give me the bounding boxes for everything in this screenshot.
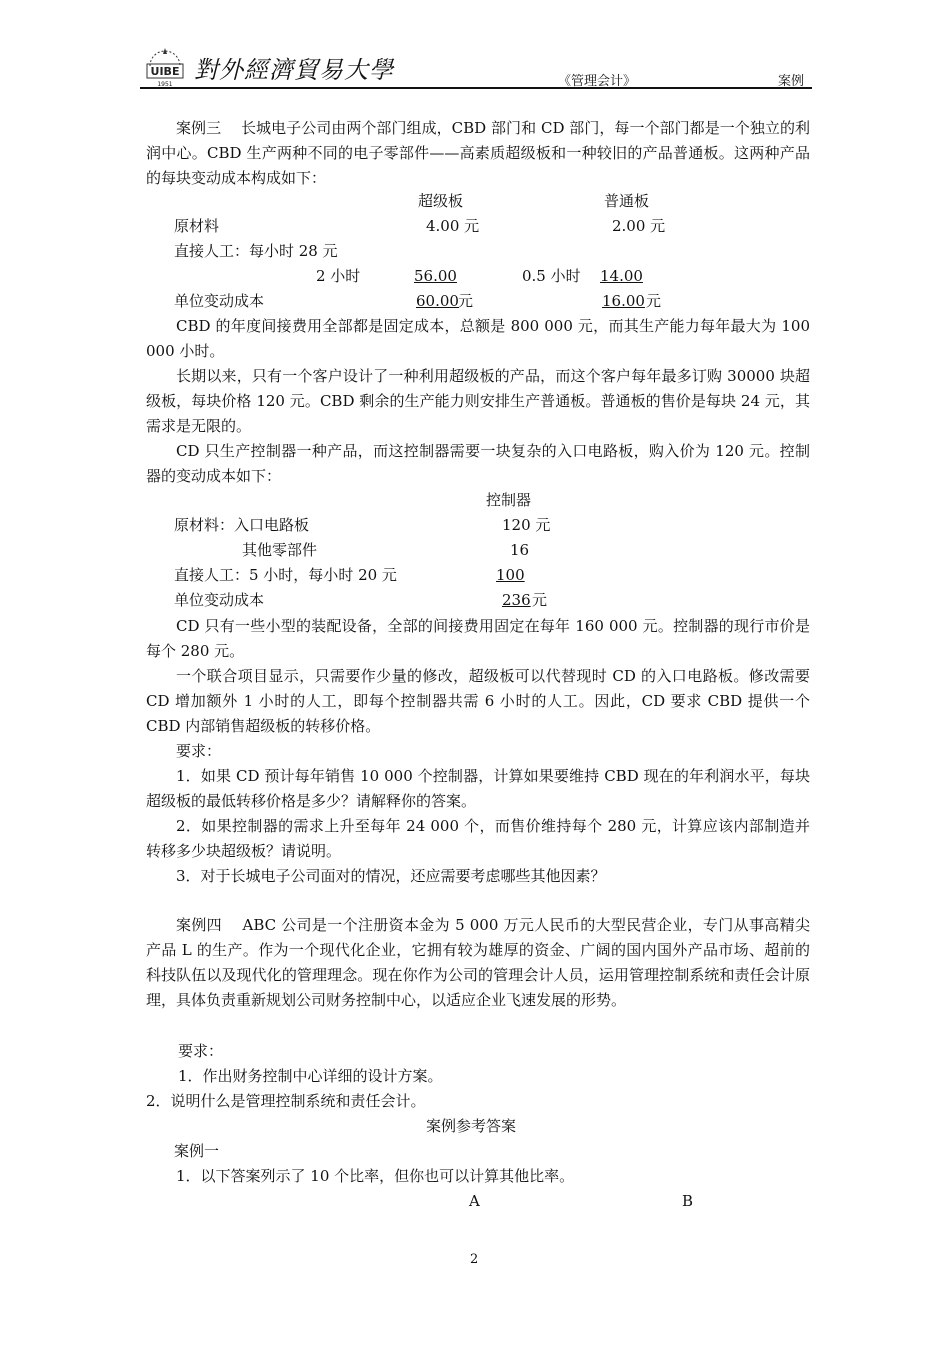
labor-cd-cost: 100 [496,566,525,584]
row-material: 原材料 [174,217,220,235]
case4-requirements: 要求： [178,1042,224,1060]
row-circuit-board: 原材料：入口电路板 [174,516,310,534]
logo-text: UIBE [150,65,180,78]
col-super: 超级板 [418,192,464,210]
row-labor: 直接人工：每小时 28 元 [174,242,338,260]
circuit-board-cost: 120 元 [502,516,551,534]
row-other-parts: 其他零部件 [242,541,318,559]
case3-question-2: 2．如果控制器的需求上升至每年 24 000 个，而售价维持每个 280 元，计算应该内部制造并转移多少块超级板？请说明。 [146,817,810,860]
unit-normal: 16.00 [602,292,645,310]
material-super: 4.00 元 [426,217,480,235]
answers-case1: 案例一 [174,1142,220,1160]
unit-cost-cd-yuan: 元 [532,591,548,609]
row-unit-cost: 单位变动成本 [174,292,265,310]
hours-super: 2 小时 [316,267,361,285]
case3-question-3: 3．对于长城电子公司面对的情况，还应需要考虑哪些其他因素？ [176,867,606,885]
col-normal: 普通板 [604,192,650,210]
university-logo [144,44,186,88]
unit-cost-cd: 236 [502,591,531,609]
hours-normal: 0.5 小时 [522,267,581,285]
answers-col-b: B [682,1192,694,1210]
case3-intro: 案例三 长城电子公司由两个部门组成，CBD 部门和 CD 部门，每一个部门都是一个独立的利润中心。CBD 生产两种不同的电子零部件——高素质超级板和一种较旧的产品普通板。这两种产品的每块变动成本构成如下： [146,119,810,187]
case4-intro: 案例四 ABC 公司是一个注册资本金为 5 000 万元人民币的大型民营企业，专门从事高精尖产品 L 的生产。作为一个现代化企业，它拥有较为雄厚的资金、广阔的国内国外产品市场、超前的科技队伍以及现代化的管理理念。现在你作为公司的管理会计人员，运用管理控制系统和责任会计原理，具体负责重新规划公司财务控制中心，以适应企业飞速发展的形势。 [146,916,810,1009]
labor-super: 56.00 [414,267,457,285]
row-labor-cd: 直接人工：5 小时，每小时 20 元 [174,566,397,584]
answers-title: 案例参考答案 [426,1117,517,1135]
case3-overhead: CBD 的年度间接费用全部都是固定成本，总额是 800 000 元，而其生产能力每年最大为 100 000 小时。 [146,317,810,360]
answers-col-a: A [469,1192,480,1210]
case3-cd-intro: CD 只生产控制器一种产品，而这控制器需要一块复杂的入口电路板，购入价为 120 元。控制器的变动成本如下： [146,442,810,485]
case3-joint-project: 一个联合项目显示，只需要作少量的修改，超级板可以代替现时 CD 的入口电路板。修改需要 CD 增加额外 1 小时的人工，即每个控制器共需 6 小时的人工。因此，CD 要求 CBD 提供一个 CBD 内部销售超级板的转移价格。 [146,667,810,735]
unit-super: 60.00 [416,292,459,310]
school-name: 對外經濟貿易大學 [194,56,394,84]
answers-case1-item1: 1．以下答案列示了 10 个比率，但你也可以计算其他比率。 [176,1167,575,1185]
page-number: 2 [470,1252,479,1267]
logo-year: 1951 [157,81,173,88]
case4-question-1: 1．作出财务控制中心详细的设计方案。 [178,1067,443,1085]
course-title: 《管理会计》 [558,74,637,89]
case3-cd-overhead: CD 只有一些小型的装配设备，全部的间接费用固定在每年 160 000 元。控制器的现行市价是每个 280 元。 [146,617,810,660]
section-label: 案例 [778,74,805,89]
labor-normal: 14.00 [600,267,643,285]
case3-requirements: 要求： [176,742,222,760]
col-controller: 控制器 [486,491,532,509]
case3-question-1: 1．如果 CD 预计每年销售 10 000 个控制器，计算如果要维持 CBD 现在的年利润水平，每块超级板的最低转移价格是多少？请解释你的答案。 [146,767,810,810]
header-rule [140,87,812,89]
other-parts-cost: 16 [510,541,530,559]
case3-customer: 长期以来，只有一个客户设计了一种利用超级板的产品，而这个客户每年最多订购 30000 块超级板，每块价格 120 元。CBD 剩余的生产能力则安排生产普通板。普通板的售价是每块 24 元，其需求是无限的。 [146,367,810,435]
unit-normal-yuan: 元 [646,292,662,310]
unit-super-yuan: 元 [458,292,474,310]
case4-question-2: 2．说明什么是管理控制系统和责任会计。 [146,1092,426,1110]
material-normal: 2.00 元 [612,217,666,235]
row-unit-cost-cd: 单位变动成本 [174,591,265,609]
